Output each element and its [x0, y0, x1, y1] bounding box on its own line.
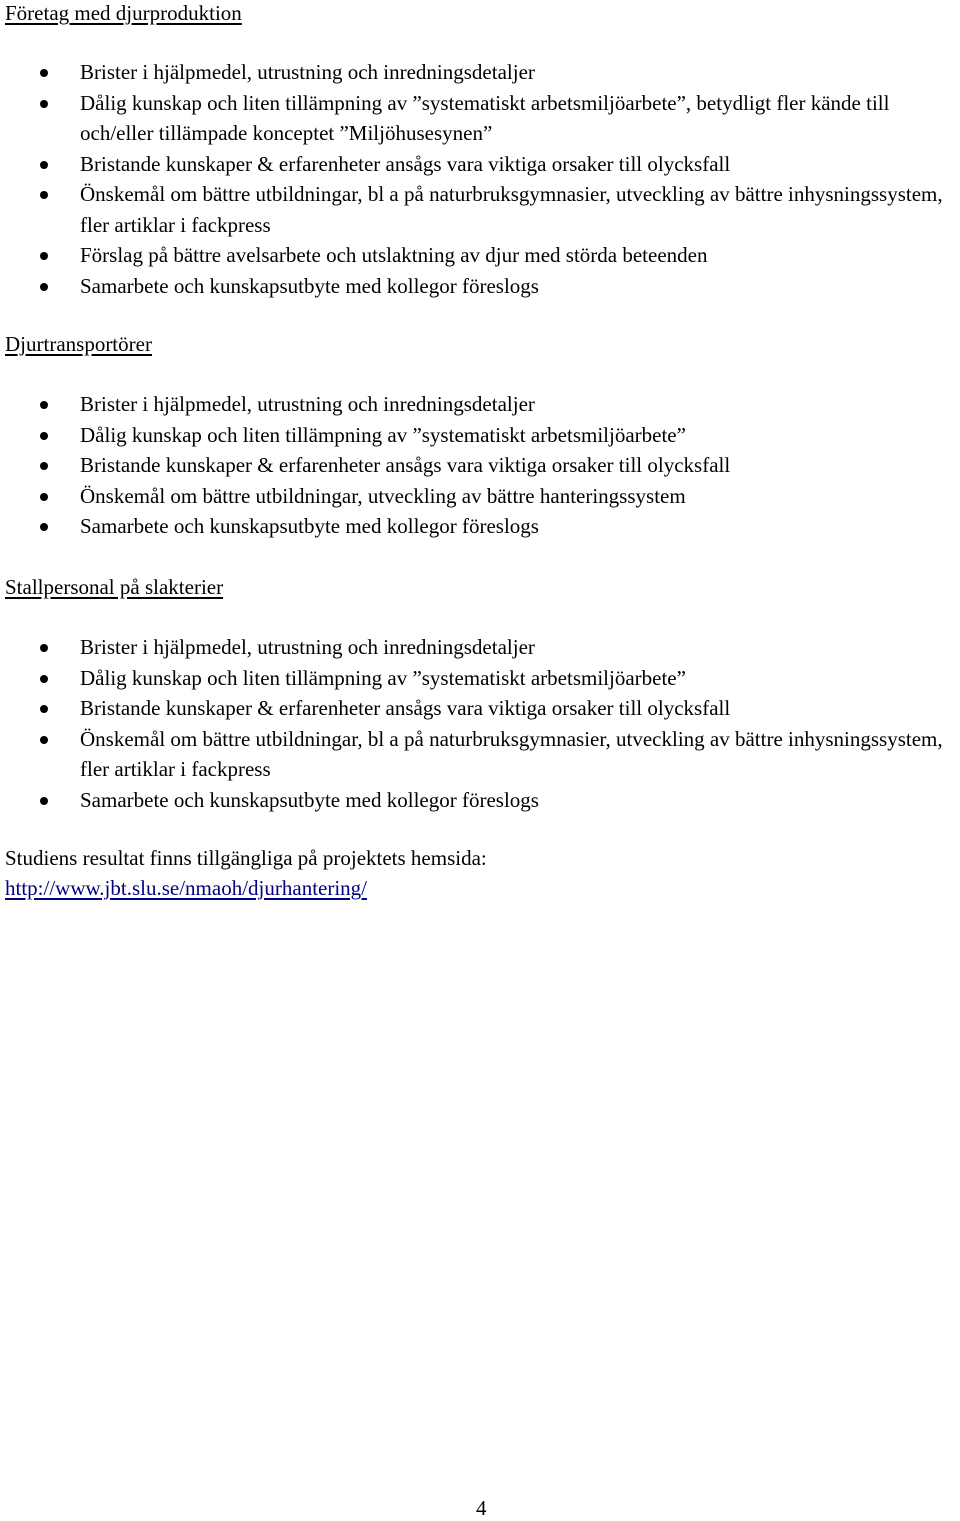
list-item: Samarbete och kunskapsutbyte med kollegor föreslogs	[0, 785, 960, 816]
list-item: Dålig kunskap och liten tillämpning av ”systematiskt arbetsmiljöarbete”	[0, 663, 960, 694]
page-number: 4	[476, 1496, 487, 1520]
bullet-list	[0, 389, 960, 542]
list-item: Önskemål om bättre utbildningar, utveckling av bättre hanteringssystem	[0, 481, 960, 512]
list-item: Dålig kunskap och liten tillämpning av ”systematiskt arbetsmiljöarbete”	[0, 420, 960, 451]
list-item: Dålig kunskap och liten tillämpning av ”systematiskt arbetsmiljöarbete”, betydligt fler kände till och/eller tillämpade konceptet ”Miljöhusesynen”	[0, 88, 960, 149]
closing-text: Studiens resultat finns tillgängliga på projektets hemsida:	[5, 846, 487, 870]
list-item: Samarbete och kunskapsutbyte med kollegor föreslogs	[0, 271, 960, 302]
list-item: Förslag på bättre avelsarbete och utslaktning av djur med störda beteenden	[0, 240, 960, 271]
list-item: Bristande kunskaper & erfarenheter ansågs vara viktiga orsaker till olycksfall	[0, 450, 960, 481]
list-item: Samarbete och kunskapsutbyte med kollegor föreslogs	[0, 511, 960, 542]
bullet-list	[0, 632, 960, 815]
closing-paragraph	[5, 843, 487, 903]
bullet-list	[0, 57, 960, 301]
section-heading: Djurtransportörer	[5, 332, 152, 356]
section-heading: Stallpersonal på slakterier	[5, 575, 224, 599]
list-item: Brister i hjälpmedel, utrustning och inredningsdetaljer	[0, 57, 960, 88]
list-item: Önskemål om bättre utbildningar, bl a på naturbruksgymnasier, utveckling av bättre inhysningssystem, fler artiklar i fackpress	[0, 724, 960, 785]
list-item: Brister i hjälpmedel, utrustning och inredningsdetaljer	[0, 389, 960, 420]
list-item: Bristande kunskaper & erfarenheter ansågs vara viktiga orsaker till olycksfall	[0, 693, 960, 724]
section-heading: Företag med djurproduktion	[5, 1, 242, 25]
list-item: Önskemål om bättre utbildningar, bl a på naturbruksgymnasier, utveckling av bättre inhysningssystem, fler artiklar i fackpress	[0, 179, 960, 240]
list-item: Brister i hjälpmedel, utrustning och inredningsdetaljer	[0, 632, 960, 663]
project-website-link[interactable]: http://www.jbt.slu.se/nmaoh/djurhantering/	[5, 876, 368, 900]
list-item: Bristande kunskaper & erfarenheter ansågs vara viktiga orsaker till olycksfall	[0, 149, 960, 180]
